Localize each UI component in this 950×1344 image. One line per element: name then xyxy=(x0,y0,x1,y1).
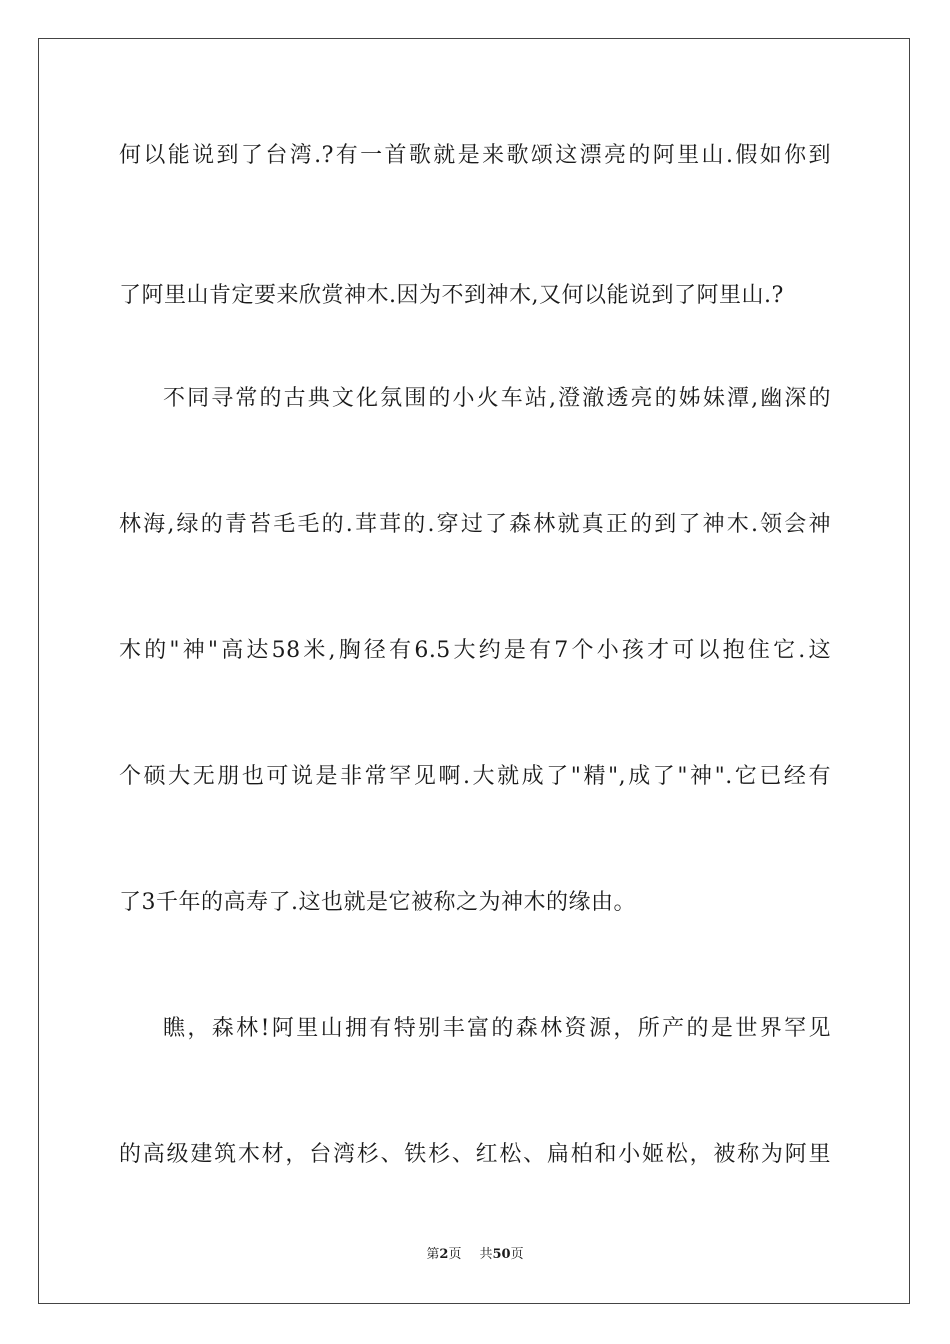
page-footer xyxy=(39,1247,911,1263)
text-line: 了3千年的高寿了.这也就是它被称之为神木的缘由。 xyxy=(119,890,636,915)
total-suffix: 页 xyxy=(510,1247,524,1262)
total-prefix: 共 xyxy=(479,1247,493,1262)
text-line: 瞧，森林!阿里山拥有特别丰富的森林资源，所产的是世界罕见 xyxy=(163,1016,831,1041)
page-prefix: 第 xyxy=(426,1247,440,1262)
page-suffix: 页 xyxy=(448,1247,462,1262)
text-line: 木的"神"高达58米,胸径有6.5大约是有7个小孩才可以抱住它.这 xyxy=(119,638,831,663)
text-line: 了阿里山肯定要来欣赏神木.因为不到神木,又何以能说到了阿里山.? xyxy=(119,283,784,308)
text-line: 何以能说到了台湾.?有一首歌就是来歌颂这漂亮的阿里山.假如你到 xyxy=(119,143,831,168)
text-line: 的高级建筑木材，台湾杉、铁杉、红松、扁柏和小姬松，被称为阿里 xyxy=(119,1142,831,1167)
text-line: 林海,绿的青苔毛毛的.茸茸的.穿过了森林就真正的到了神木.领会神 xyxy=(119,512,831,537)
total-pages: 50 xyxy=(492,1247,511,1262)
text-line: 个硕大无朋也可说是非常罕见啊.大就成了"精",成了"神".它已经有 xyxy=(119,764,831,789)
page-number: 2 xyxy=(439,1247,449,1262)
text-line: 不同寻常的古典文化氛围的小火车站,澄澈透亮的姊妹潭,幽深的 xyxy=(163,386,831,411)
page-frame xyxy=(38,38,910,1304)
